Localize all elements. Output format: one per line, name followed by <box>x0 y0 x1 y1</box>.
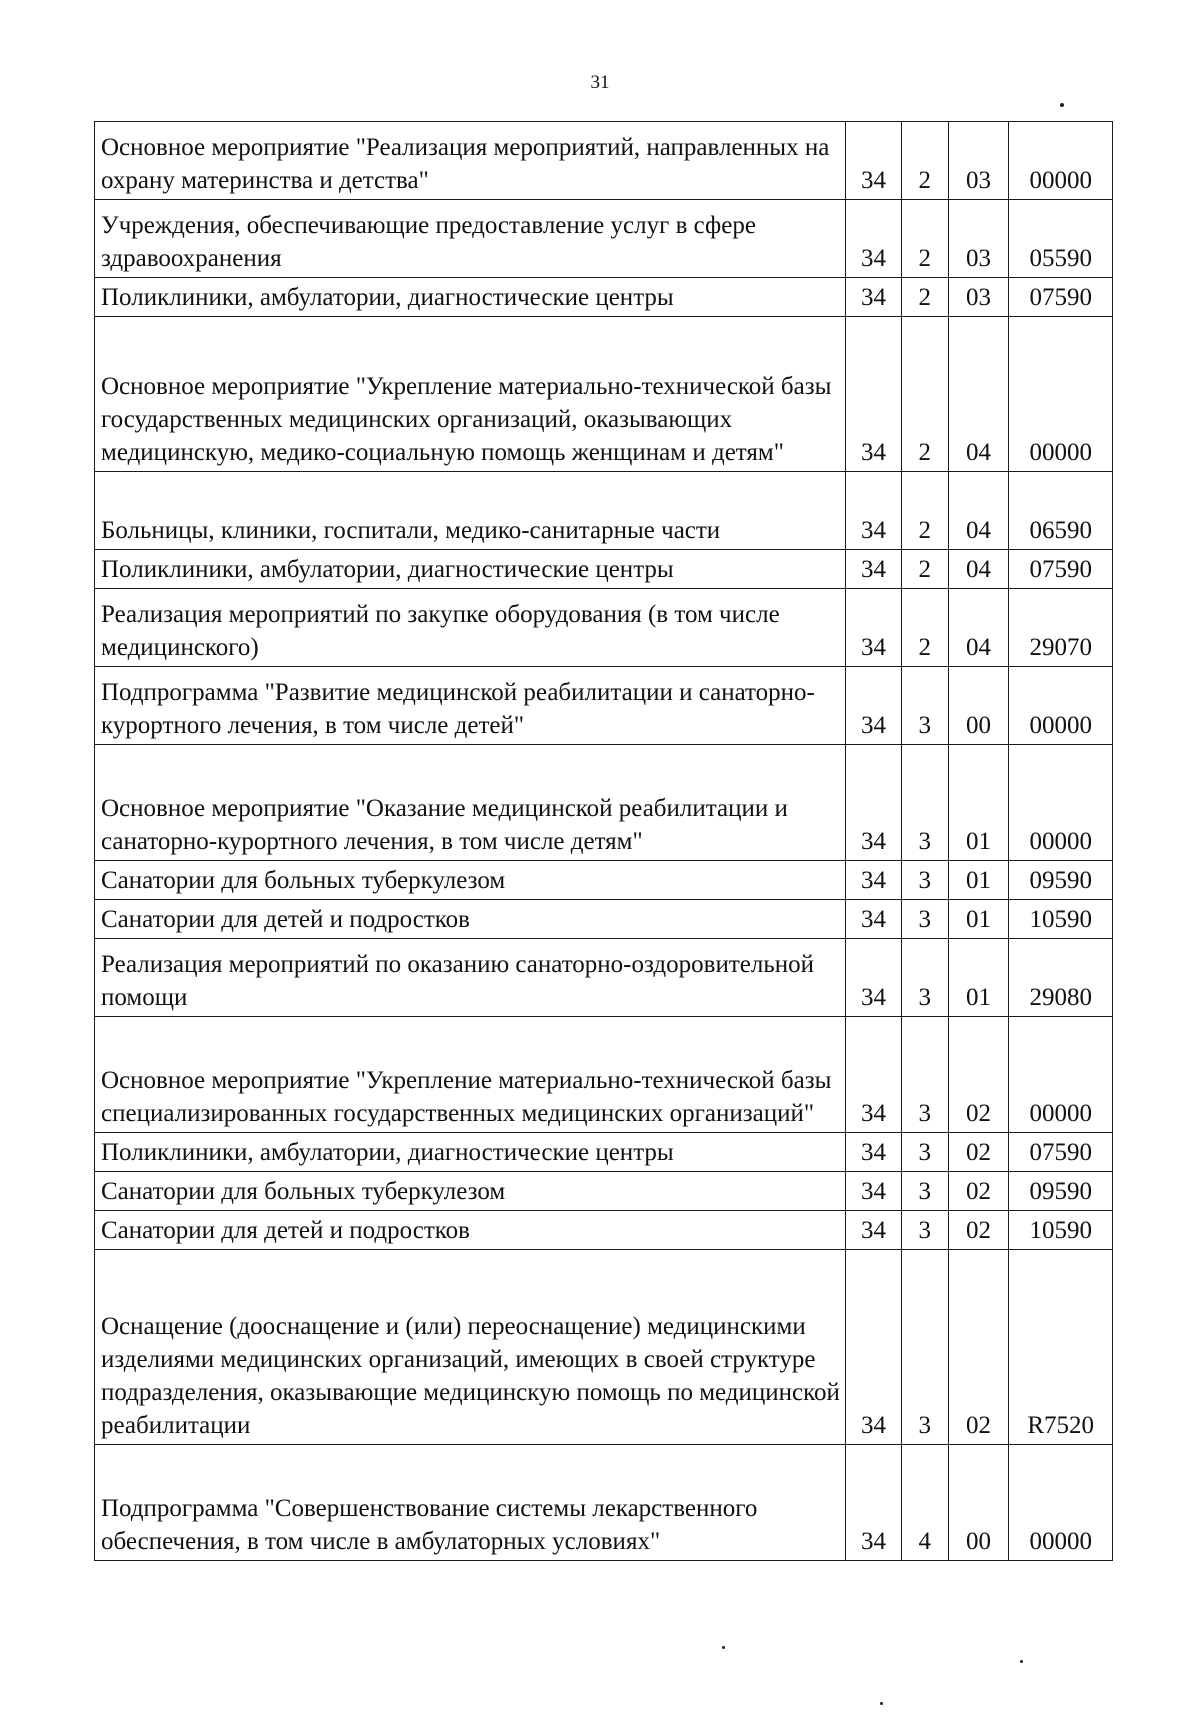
activity-code: 04 <box>948 550 1009 589</box>
program-code: 34 <box>846 1172 902 1211</box>
table-row <box>95 1250 1113 1445</box>
table-row <box>95 200 1113 278</box>
table-row <box>95 1017 1113 1133</box>
row-name: Подпрограмма "Развитие медицинской реабилитации и санаторно-курортного лечения, в том числе детей" <box>95 667 846 745</box>
table-row <box>95 667 1113 745</box>
scan-speck <box>1020 1660 1023 1663</box>
program-code: 34 <box>846 122 902 200</box>
activity-code: 00 <box>948 667 1009 745</box>
direction-code: 09590 <box>1009 1172 1113 1211</box>
table-row <box>95 745 1113 861</box>
row-name: Поликлиники, амбулатории, диагностические центры <box>95 278 846 317</box>
program-code: 34 <box>846 317 902 472</box>
direction-code: 10590 <box>1009 900 1113 939</box>
row-name: Учреждения, обеспечивающие предоставление услуг в сфере здравоохранения <box>95 200 846 278</box>
subprogram-code: 3 <box>901 1172 948 1211</box>
direction-code: 07590 <box>1009 1133 1113 1172</box>
direction-code: 07590 <box>1009 278 1113 317</box>
activity-code: 04 <box>948 589 1009 667</box>
program-code: 34 <box>846 861 902 900</box>
subprogram-code: 3 <box>901 1250 948 1445</box>
scan-speck <box>722 1646 725 1649</box>
row-name: Основное мероприятие "Оказание медицинской реабилитации и санаторно-курортного лечения, в том числе детям" <box>95 745 846 861</box>
subprogram-code: 2 <box>901 122 948 200</box>
row-name: Поликлиники, амбулатории, диагностические центры <box>95 1133 846 1172</box>
program-code: 34 <box>846 589 902 667</box>
row-name: Поликлиники, амбулатории, диагностические центры <box>95 550 846 589</box>
subprogram-code: 2 <box>901 550 948 589</box>
direction-code: 00000 <box>1009 1017 1113 1133</box>
subprogram-code: 3 <box>901 939 948 1017</box>
program-code: 34 <box>846 1017 902 1133</box>
row-name: Санатории для детей и подростков <box>95 900 846 939</box>
direction-code: 00000 <box>1009 122 1113 200</box>
page-number: 31 <box>590 72 610 93</box>
table-row <box>95 1211 1113 1250</box>
activity-code: 03 <box>948 122 1009 200</box>
subprogram-code: 2 <box>901 200 948 278</box>
activity-code: 03 <box>948 278 1009 317</box>
program-code: 34 <box>846 900 902 939</box>
program-code: 34 <box>846 939 902 1017</box>
table-row <box>95 1133 1113 1172</box>
row-name: Основное мероприятие "Укрепление материально-технической базы государственных медицинских организаций, оказывающих медицинскую, медико-социальную помощь женщинам и детям" <box>95 317 846 472</box>
row-name: Реализация мероприятий по оказанию санаторно-оздоровительной помощи <box>95 939 846 1017</box>
program-code: 34 <box>846 200 902 278</box>
program-code: 34 <box>846 1445 902 1561</box>
program-code: 34 <box>846 278 902 317</box>
activity-code: 04 <box>948 317 1009 472</box>
subprogram-code: 4 <box>901 1445 948 1561</box>
subprogram-code: 3 <box>901 1017 948 1133</box>
activity-code: 04 <box>948 472 1009 550</box>
scan-speck <box>1060 103 1064 107</box>
row-name: Реализация мероприятий по закупке оборудования (в том числе медицинского) <box>95 589 846 667</box>
direction-code: 07590 <box>1009 550 1113 589</box>
budget-classification-table <box>94 121 1113 1561</box>
table-row <box>95 1172 1113 1211</box>
direction-code: R7520 <box>1009 1250 1113 1445</box>
direction-code: 29080 <box>1009 939 1113 1017</box>
activity-code: 02 <box>948 1250 1009 1445</box>
table-row <box>95 278 1113 317</box>
direction-code: 00000 <box>1009 1445 1113 1561</box>
subprogram-code: 3 <box>901 667 948 745</box>
direction-code: 00000 <box>1009 667 1113 745</box>
activity-code: 02 <box>948 1172 1009 1211</box>
subprogram-code: 3 <box>901 861 948 900</box>
row-name: Подпрограмма "Совершенствование системы лекарственного обеспечения, в том числе в амбулаторных условиях" <box>95 1445 846 1561</box>
activity-code: 01 <box>948 900 1009 939</box>
program-code: 34 <box>846 1250 902 1445</box>
table-row <box>95 550 1113 589</box>
table-row <box>95 861 1113 900</box>
activity-code: 03 <box>948 200 1009 278</box>
table-row <box>95 317 1113 472</box>
activity-code: 00 <box>948 1445 1009 1561</box>
row-name: Основное мероприятие "Укрепление материально-технической базы специализированных государственных медицинских организаций" <box>95 1017 846 1133</box>
subprogram-code: 2 <box>901 472 948 550</box>
row-name: Санатории для детей и подростков <box>95 1211 846 1250</box>
direction-code: 05590 <box>1009 200 1113 278</box>
activity-code: 02 <box>948 1211 1009 1250</box>
activity-code: 01 <box>948 745 1009 861</box>
subprogram-code: 2 <box>901 589 948 667</box>
table-row <box>95 589 1113 667</box>
program-code: 34 <box>846 1211 902 1250</box>
program-code: 34 <box>846 1133 902 1172</box>
program-code: 34 <box>846 472 902 550</box>
activity-code: 02 <box>948 1133 1009 1172</box>
subprogram-code: 3 <box>901 1211 948 1250</box>
subprogram-code: 2 <box>901 278 948 317</box>
table-row <box>95 900 1113 939</box>
table-row <box>95 1445 1113 1561</box>
activity-code: 02 <box>948 1017 1009 1133</box>
subprogram-code: 3 <box>901 745 948 861</box>
table-row <box>95 122 1113 200</box>
table-row <box>95 472 1113 550</box>
row-name: Основное мероприятие "Реализация мероприятий, направленных на охрану материнства и детства" <box>95 122 846 200</box>
direction-code: 29070 <box>1009 589 1113 667</box>
row-name: Оснащение (дооснащение и (или) переоснащение) медицинскими изделиями медицинских организаций, имеющих в своей структуре подразделения, оказывающие медицинскую помощь по медицинской реабилитации <box>95 1250 846 1445</box>
table-row <box>95 939 1113 1017</box>
row-name: Больницы, клиники, госпитали, медико-санитарные части <box>95 472 846 550</box>
subprogram-code: 2 <box>901 317 948 472</box>
scan-speck <box>880 1702 883 1705</box>
row-name: Санатории для больных туберкулезом <box>95 1172 846 1211</box>
subprogram-code: 3 <box>901 900 948 939</box>
direction-code: 00000 <box>1009 745 1113 861</box>
row-name: Санатории для больных туберкулезом <box>95 861 846 900</box>
program-code: 34 <box>846 550 902 589</box>
program-code: 34 <box>846 667 902 745</box>
direction-code: 10590 <box>1009 1211 1113 1250</box>
direction-code: 00000 <box>1009 317 1113 472</box>
activity-code: 01 <box>948 939 1009 1017</box>
activity-code: 01 <box>948 861 1009 900</box>
program-code: 34 <box>846 745 902 861</box>
direction-code: 06590 <box>1009 472 1113 550</box>
subprogram-code: 3 <box>901 1133 948 1172</box>
direction-code: 09590 <box>1009 861 1113 900</box>
